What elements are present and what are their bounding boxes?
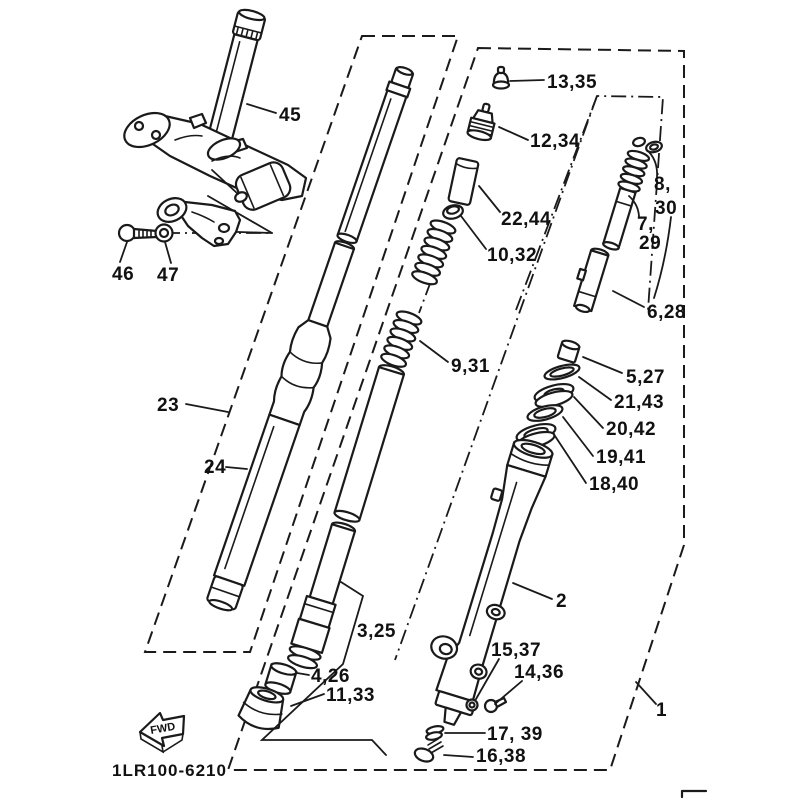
part-label-5-27: 5,27 <box>626 367 665 388</box>
part-label-47: 47 <box>157 265 180 286</box>
part-label-20-42: 20,42 <box>606 419 657 440</box>
page-corner-mark <box>682 791 706 797</box>
fwd-text: FWD <box>149 720 177 737</box>
fork-cap-bolt-drawing <box>467 101 499 142</box>
oil-lock-piece-drawing <box>557 339 580 363</box>
outer-tube-drawing <box>411 430 555 729</box>
part-label-18-40: 18,40 <box>589 474 640 495</box>
part-label-14-36: 14,36 <box>514 662 565 683</box>
part-label-6-28: 6,28 <box>647 302 686 323</box>
part-label-19-41: 19,41 <box>596 447 647 468</box>
part-label-17-39: 17, 39 <box>487 724 543 745</box>
part-label-8: 8, <box>654 174 671 195</box>
part-label-11-33: 11,33 <box>326 685 375 706</box>
drain-washer-drawing <box>425 725 444 741</box>
part-label-45: 45 <box>279 105 302 126</box>
part-label-30: 30 <box>655 198 678 219</box>
pinch-bolt-drawing <box>485 698 506 712</box>
part-label-15-37: 15,37 <box>491 640 542 661</box>
part-label-24: 24 <box>204 457 227 478</box>
pinch-washer-drawing <box>467 700 478 711</box>
fwd-direction-icon <box>140 713 184 752</box>
part-label-23: 23 <box>157 395 180 416</box>
part-label-12-34: 12,34 <box>530 131 581 152</box>
part-label-9-31: 9,31 <box>451 356 490 377</box>
part-label-10-32: 10,32 <box>487 245 538 266</box>
part-label-3-25: 3,25 <box>357 621 396 642</box>
clamp-bolt-drawing <box>119 225 157 241</box>
part-label-4-26: 4,26 <box>311 666 350 687</box>
part-label-16-38: 16,38 <box>476 746 527 767</box>
part-label-21-43: 21,43 <box>614 392 665 413</box>
part-label-1: 1 <box>656 700 668 721</box>
spring-seat-drawing <box>442 203 465 220</box>
cap-nut-drawing <box>493 67 509 89</box>
part-label-29: 29 <box>639 233 662 254</box>
spring-break-chain-line <box>419 281 431 313</box>
part-label-46: 46 <box>112 264 135 285</box>
part-label-13-35: 13,35 <box>547 72 598 93</box>
damper-rod-lower-drawing <box>568 246 609 314</box>
drawing-code: 1LR100-6210 <box>112 761 227 780</box>
fork-spring-upper-drawing <box>411 218 457 287</box>
snap-ring-drawing <box>543 362 581 383</box>
drain-bolt-drawing <box>413 739 443 764</box>
seal-washer-drawing <box>526 402 564 424</box>
part-label-22-44: 22,44 <box>501 209 552 230</box>
fork-spring-lower-drawing <box>380 309 423 370</box>
clamp-nut-drawing <box>156 225 173 242</box>
part-label-2: 2 <box>556 591 568 612</box>
spacer-drawing <box>448 158 479 206</box>
part-label-7: 7, <box>637 214 654 235</box>
part-labels <box>112 72 686 780</box>
leader-lines <box>120 80 671 757</box>
